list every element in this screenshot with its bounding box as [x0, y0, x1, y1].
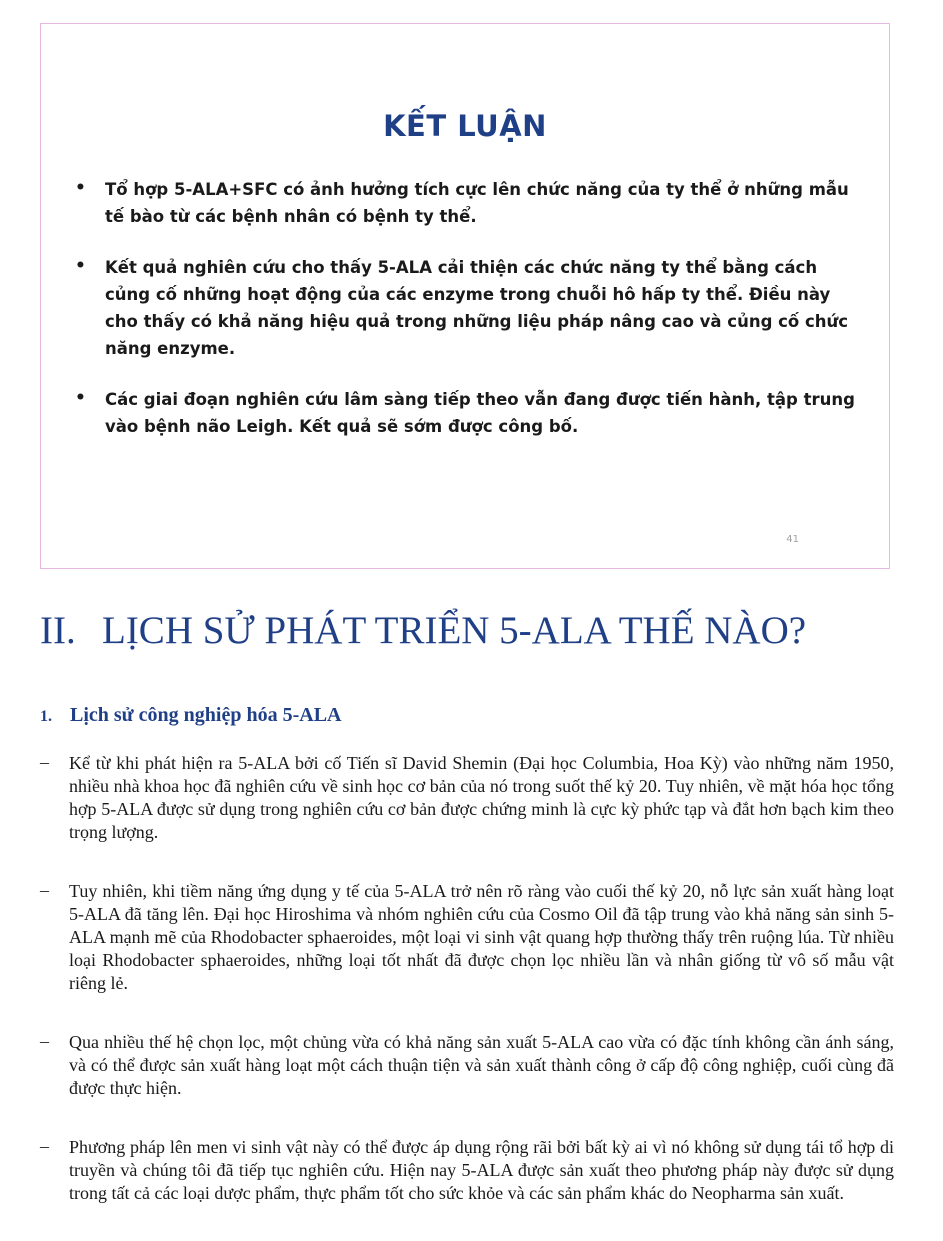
section-heading	[40, 608, 806, 653]
section-number: II.	[40, 609, 76, 652]
list-item	[40, 1031, 894, 1100]
embedded-slide	[40, 23, 890, 569]
list-item	[40, 880, 894, 995]
slide-bullet-text: Kết quả nghiên cứu cho thấy 5-ALA cải thiện các chức năng ty thể bằng cách củng cố những hoạt động của các enzyme trong chuỗi hô hấp ty thể. Điều này cho thấy có khả năng hiệu quả trong những liệu pháp nâng cao và củng cố chức năng enzyme.	[105, 258, 849, 358]
bullet-dot-icon: •	[75, 178, 86, 198]
list-item	[40, 752, 894, 844]
slide-bullet-text: Tổ hợp 5-ALA+SFC có ảnh hưởng tích cực lên chức năng của ty thể ở những mẫu tế bào từ các bệnh nhân có bệnh ty thể.	[105, 180, 849, 226]
bullet-dot-icon: •	[75, 256, 86, 276]
subsection-title: Lịch sử công nghiệp hóa 5-ALA	[70, 704, 342, 726]
paragraph-text: Qua nhiều thế hệ chọn lọc, một chủng vừa có khả năng sản xuất 5-ALA cao vừa có đặc tính không cần ánh sáng, và có thể được sản xuất hàng loạt một cách thuận tiện và sản xuất thành công ở cấp độ công nghiệp, cuối cùng đã được thực hiện.	[69, 1032, 894, 1098]
slide-bullet	[75, 176, 865, 230]
slide-page-number: 41	[786, 534, 799, 545]
subsection-heading	[40, 704, 342, 727]
dash-bullet-icon: –	[40, 1031, 49, 1051]
bullet-dot-icon: •	[75, 388, 86, 408]
slide-bullet	[75, 254, 865, 362]
slide-bullet	[75, 386, 865, 440]
slide-bullet-text: Các giai đoạn nghiên cứu lâm sàng tiếp theo vẫn đang được tiến hành, tập trung vào bệnh não Leigh. Kết quả sẽ sớm được công bố.	[105, 390, 855, 436]
paragraph-text: Kể từ khi phát hiện ra 5-ALA bởi cố Tiến sĩ David Shemin (Đại học Columbia, Hoa Kỳ) vào những năm 1950, nhiều nhà khoa học đã nghiên cứu về sinh học cơ bản của nó trong suốt thế kỷ 20. Tuy nhiên, về mặt hóa học tổng hợp 5-ALA được sử dụng trong nghiên cứu cơ bản được chứng minh là cực kỳ phức tạp và đắt hơn bạch kim theo trọng lượng.	[69, 753, 894, 842]
slide-bullet-list	[75, 176, 865, 464]
subsection-number: 1.	[40, 708, 52, 725]
dash-bullet-icon: –	[40, 880, 49, 900]
paragraph-list	[40, 752, 894, 1241]
list-item	[40, 1136, 894, 1205]
dash-bullet-icon: –	[40, 752, 49, 772]
paragraph-text: Tuy nhiên, khi tiềm năng ứng dụng y tế của 5-ALA trở nên rõ ràng vào cuối thế kỷ 20, nỗ lực sản xuất hàng loạt 5-ALA đã tăng lên. Đại học Hiroshima và nhóm nghiên cứu của Cosmo Oil đã tập trung vào khả năng sản sinh 5-ALA mạnh mẽ của Rhodobacter sphaeroides, một loại vi sinh vật quang hợp thường thấy trên ruộng lúa. Từ nhiều loại Rhodobacter sphaeroides, những loại tốt nhất đã được chọn lọc nhiều lần và nhân giống từ vô số mẫu vật riêng lẻ.	[69, 881, 894, 993]
slide-title: KẾT LUẬN	[383, 109, 547, 143]
section-title: LỊCH SỬ PHÁT TRIỂN 5-ALA THẾ NÀO?	[102, 609, 807, 652]
dash-bullet-icon: –	[40, 1136, 49, 1156]
paragraph-text: Phương pháp lên men vi sinh vật này có thể được áp dụng rộng rãi bởi bất kỳ ai vì nó không sử dụng tái tổ hợp di truyền và chúng tôi đã tiếp tục nghiên cứu. Hiện nay 5-ALA được sản xuất theo phương pháp này được sử dụng trong tất cả các loại dược phẩm, thực phẩm tốt cho sức khỏe và các sản phẩm khác do Neopharma sản xuất.	[69, 1137, 894, 1203]
